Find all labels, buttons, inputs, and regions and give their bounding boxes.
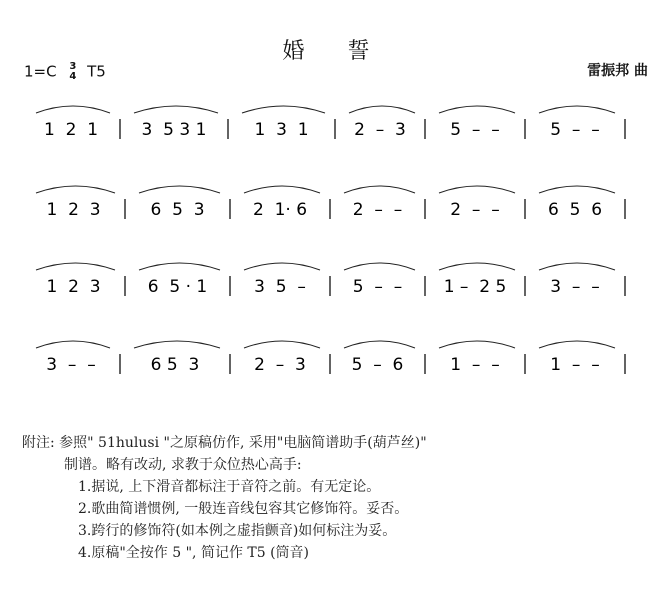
note-line-2: 1.据说, 上下滑音都标注于音符之前。有无定论。	[78, 479, 381, 495]
slur-arc	[344, 341, 415, 348]
measure-notes: 1 2 3	[46, 277, 101, 297]
measure-notes: 6 5 3	[150, 200, 205, 220]
time-signature-bottom: 4	[69, 71, 77, 82]
composer-credit: 雷振邦 曲	[587, 63, 648, 79]
measure-notes: 3 – –	[46, 355, 96, 375]
measure-notes: 3 5 3 1	[141, 120, 207, 140]
slur-arc	[439, 263, 515, 270]
measure-notes: 3 5 –	[254, 277, 306, 297]
measure-notes: 1 2 3	[46, 200, 101, 220]
slur-arc	[244, 186, 320, 193]
measure-notes: 5 – –	[352, 277, 403, 297]
slur-arc	[36, 186, 115, 193]
slur-arc	[139, 263, 220, 270]
annotation-notes	[22, 432, 662, 564]
note-line-1: 制谱。略有改动, 求教于众位热心高手:	[64, 457, 302, 473]
song-title: 婚 誓	[282, 39, 388, 64]
measure-notes: 2 – 3	[254, 355, 306, 375]
key-signature: 1=C	[24, 62, 57, 81]
slur-arc	[134, 341, 220, 348]
note-line-3: 2.歌曲简谱惯例, 一般连音线包容其它修饰符。妥否。	[78, 501, 409, 517]
slur-arc	[349, 106, 415, 113]
measure-notes: 6 5 · 1	[147, 277, 208, 297]
slur-arc	[344, 263, 415, 270]
slur-arc	[36, 263, 115, 270]
measure-notes: 2 1· 6	[252, 200, 308, 220]
slur-arc	[539, 106, 615, 113]
measure-notes: 2 – –	[450, 200, 500, 220]
slur-arc	[36, 341, 110, 348]
slur-arc	[439, 341, 515, 348]
slur-arc	[36, 106, 110, 113]
measure-notes: 1 3 1	[254, 120, 309, 140]
instrument-tag: T5	[87, 62, 106, 81]
measure-notes: 1 2 1	[43, 120, 99, 140]
measure-notes: 2 – 3	[354, 120, 406, 140]
note-line-4: 3.跨行的修饰符(如本例之虚指颤音)如何标注为妥。	[78, 523, 397, 539]
slur-arc	[539, 341, 615, 348]
measure-notes: 6 5 6	[547, 200, 603, 220]
measure-notes: 1 – 2 5	[443, 277, 507, 297]
measure-notes: 1 – –	[450, 355, 500, 375]
slur-arc	[439, 106, 515, 113]
slur-arc	[244, 341, 320, 348]
slur-arc	[134, 106, 218, 113]
slur-arc	[539, 186, 615, 193]
time-signature-top: 3	[69, 61, 77, 72]
slur-arc	[539, 263, 615, 270]
measure-notes: 3 – –	[550, 277, 600, 297]
measure-notes: 5 – 6	[351, 355, 404, 375]
measure-notes: 2 – –	[352, 200, 403, 220]
slur-arc	[344, 186, 415, 193]
measure-notes: 5 – –	[550, 120, 600, 140]
note-line-0: 附注: 参照" 51hulusi "之原稿仿作, 采用"电脑简谱助手(葫芦丝)"	[22, 435, 427, 451]
measure-notes: 1 – –	[550, 355, 600, 375]
slur-arc	[439, 186, 515, 193]
note-line-5: 4.原稿"全按作 5 ", 简记作 T5 (筒音)	[78, 545, 310, 561]
measure-notes: 5 – –	[450, 120, 500, 140]
slur-arc	[139, 186, 220, 193]
measure-notes: 6 5 3	[150, 355, 200, 375]
slur-arc	[244, 263, 320, 270]
slur-arc	[242, 106, 325, 113]
